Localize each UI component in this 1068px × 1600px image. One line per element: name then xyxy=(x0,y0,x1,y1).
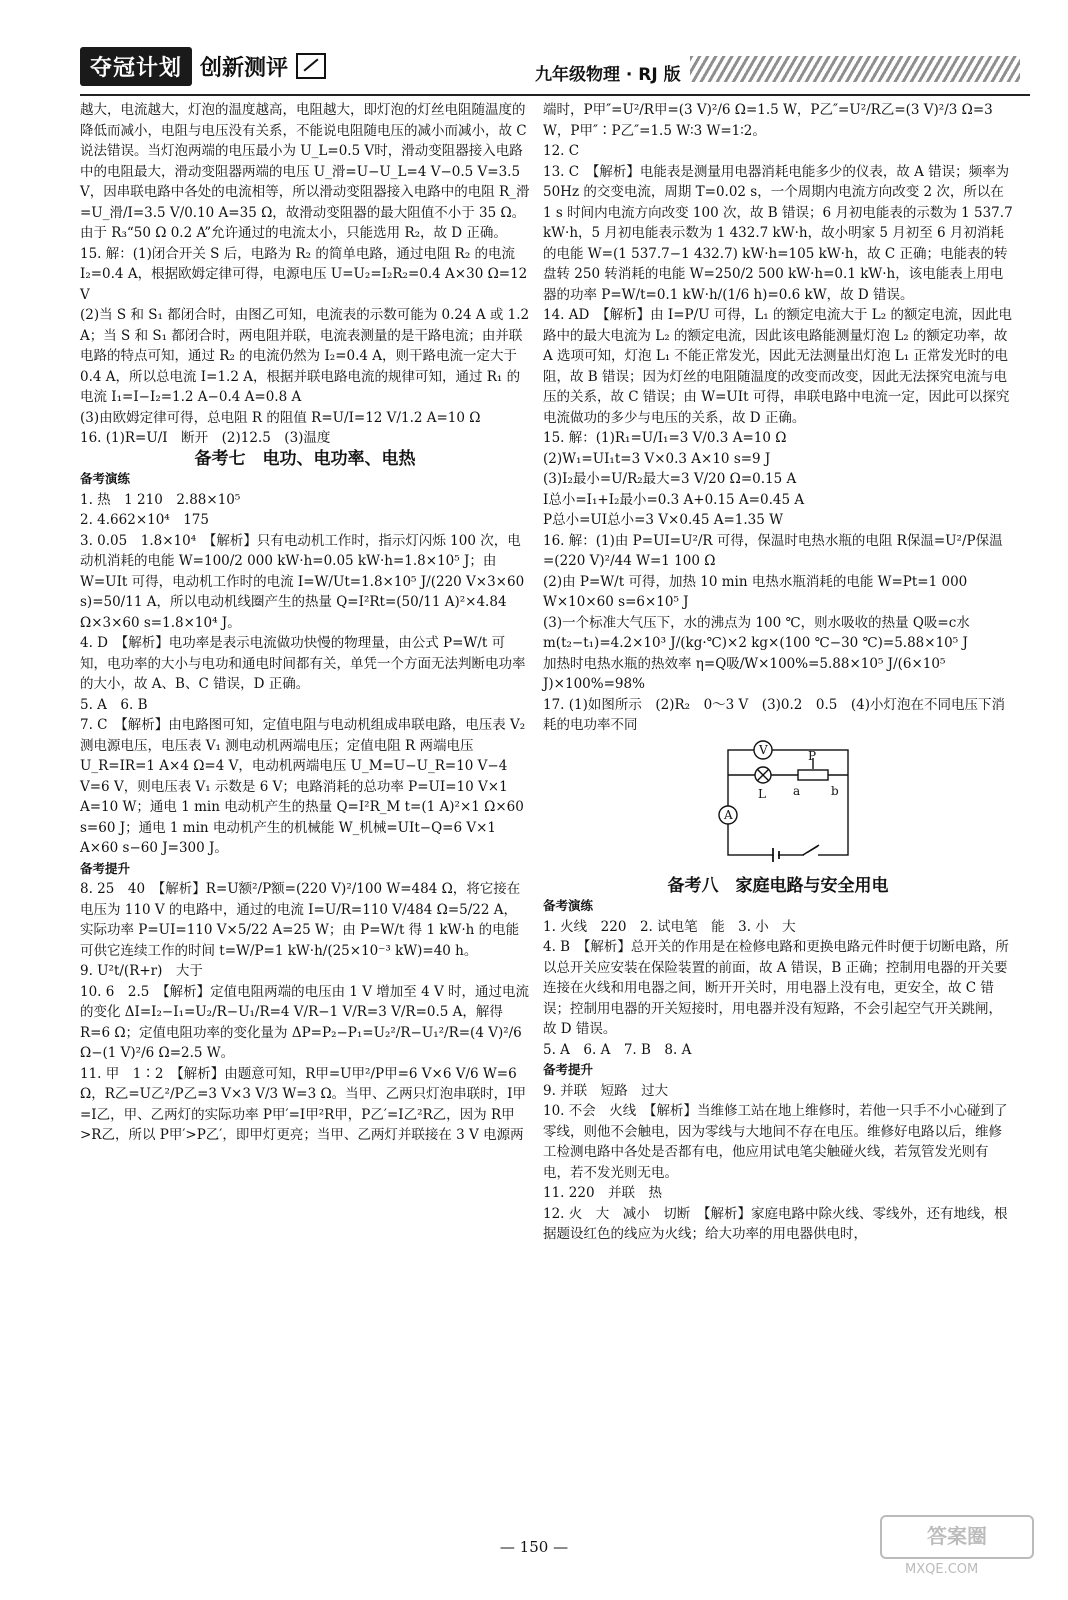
answer-paragraph: I总小=I₁+I₂最小=0.3 A+0.15 A=0.45 A xyxy=(543,491,805,508)
answer-paragraph: 12. C xyxy=(543,143,580,159)
answer-paragraph: 1. 热 1 210 2.88×10⁵ xyxy=(80,491,241,508)
watermark-logo: 答案圈 xyxy=(880,1515,1034,1559)
answer-paragraph: P总小=UI总小=3 V×0.45 A=1.35 W xyxy=(543,512,783,528)
subsection-label: 备考提升 xyxy=(543,1062,594,1077)
left-column xyxy=(80,100,530,1146)
label-b-end: b xyxy=(831,783,839,798)
header-rule xyxy=(80,94,1030,96)
subsection-label: 备考提升 xyxy=(80,860,131,876)
answer-paragraph: 10. 6 2.5 【解析】定值电阻两端的电压由 1 V 增加至 4 V 时，通过电流的变化 ΔI=I₂−I₁=U₂/R−U₁/R=4 V/R−1 V/R=3 V/R=0.5 A，解得 R=6 Ω；定值电阻功率的变化量为 ΔP=P₂−P₁=U₂²/R−U₁²/R=(4 V)²/6 Ω−(1 V)²/6 Ω=2.5 W。 xyxy=(80,983,529,1061)
subsection-label: 备考演练 xyxy=(80,471,131,486)
label-v: V xyxy=(759,742,768,757)
label-p: P xyxy=(808,748,817,763)
answer-paragraph: 14. AD 【解析】由 I=P/U 可得，L₁ 的额定电流大于 L₂ 的额定电流，因此电路中的最大电流为 L₂ 的额定电流，因此该电路能测量灯泡 L₂ 的额定功率，故 A 选项可知，灯泡 L₁ 不能正常发光，因此无法测量出灯泡 L₁ 正常发光时的电阻，故 B 错误；因为灯丝的电阻随温度的改变而改变，因此无法探究电流与电压的关系，故 C 错误；由 W=UIt 可得，串联电路中电流一定，因此可以探究电流做功的多少与电压的关系，故 D 正确。 xyxy=(543,307,1012,426)
subject-title: 九年级物理 · RJ 版 xyxy=(535,65,681,85)
answer-paragraph: 越大，电流越大，灯泡的温度越高，电阻越大，即灯泡的灯丝电阻随温度的降低而减小，电阻与电压没有关系，不能说电阻随电压的减小而减小，故 C 说法错误。当灯泡两端的电压最小为 U_L=0.5 V时，滑动变阻器接入电路中的电阻最大，滑动变阻器两端的电压 U_滑=U−U_L=4 V−0.5 V=3.5 V，因串联电路中各处的电流相等，所以滑动变阻器接入电路中的电阻 R_滑=U_滑/I=3.5 V/0.10 A=35 Ω，故滑动变阻器的最大阻值不小于 35 Ω。由于 R₃“50 Ω 0.2 A”允许通过的电流太小，只能选用 R₂，故 D 正确。 xyxy=(80,102,530,241)
label-ammeter: A xyxy=(724,807,733,822)
circuit-diagram xyxy=(713,740,863,870)
answer-paragraph: 11. 220 并联 热 xyxy=(543,1185,663,1201)
answer-paragraph: (3)一个标准大气压下，水的沸点为 100 ℃，则水吸收的热量 Q吸=c水 m(t₂−t₁)=4.2×10³ J/(kg·℃)×2 kg×(100 ℃−30 ℃)=5.88×10⁵ J xyxy=(543,614,970,651)
answer-paragraph: 9. U²t/(R+r) 大于 xyxy=(80,963,203,979)
answer-paragraph: (2)由 P=W/t 可得，加热 10 min 电热水瓶消耗的电能 W=Pt=1 000 W×10×60 s=6×10⁵ J xyxy=(543,573,968,610)
answer-paragraph: 16. 解：(1)由 P=UI=U²/R 可得，保温时电热水瓶的电阻 R保温=U²/P保温=(220 V)²/44 W=1 100 Ω xyxy=(543,532,1003,569)
header-decoration xyxy=(690,56,1020,82)
answer-paragraph: 5. A 6. A 7. B 8. A xyxy=(543,1041,692,1058)
answer-paragraph: (2)W₁=UI₁t=3 V×0.3 A×10 s=9 J xyxy=(543,450,771,467)
answer-paragraph: 16. (1)R=U/I 断开 (2)12.5 (3)温度 xyxy=(80,430,331,446)
rheostat-icon xyxy=(798,770,828,780)
watermark-url: MXQE.COM xyxy=(905,1562,979,1577)
answer-paragraph: 加热时电热水瓶的热效率 η=Q吸/W×100%=5.88×10⁵ J/(6×10⁵ J)×100%=98% xyxy=(543,655,946,692)
logo-subtitle: 创新测评 xyxy=(200,55,289,81)
answer-paragraph: 12. 火 大 减小 切断 【解析】家庭电路中除火线、零线外，还有地线，根据题设红色的线应为火线；给大功率的用电器供电时， xyxy=(543,1205,1008,1242)
logo-text: 夺冠计划 xyxy=(80,47,192,86)
answer-paragraph: 4. B 【解析】总开关的作用是在检修电路和更换电路元件时便于切断电路，所以总开关应安装在保险装置的前面，故 A 错误，B 正确；控制用电器的开关要连接在火线和用电器之间，断开开关时，用电器上没有电，更安全，故 C 错误；控制用电器的开关短接时，用电器并没有短路，不会引起空气开关跳闸，故 D 错误。 xyxy=(543,939,1009,1037)
answer-paragraph: 17. (1)如图所示 (2)R₂ 0～3 V (3)0.2 0.5 (4)小灯泡在不同电压下消耗的电功率不同 xyxy=(543,696,1005,733)
answer-paragraph: 3. 0.05 1.8×10⁴ 【解析】只有电动机工作时，指示灯闪烁 100 次，电动机消耗的电能 W=100/2 000 kW·h=0.05 kW·h=1.8×10⁵ J；由 W=UIt 可得，电动机工作时的电流 I=W/Ut=1.8×10⁵ J/(220 V×3×60 s)=50/11 A，所以电动机线圈产生的热量 Q=I²Rt=(50/11 A)²×4.84 Ω×3×60 s=1.8×10⁴ J。 xyxy=(80,532,525,631)
answer-paragraph: 15. 解：(1)R₁=U/I₁=3 V/0.3 A=10 Ω xyxy=(543,430,787,446)
answer-paragraph: (3)由欧姆定律可得，总电阻 R 的阻值 R=U/I=12 V/1.2 A=10 Ω xyxy=(80,409,481,426)
answer-paragraph: 端时，P甲″=U²/R甲=(3 V)²/6 Ω=1.5 W，P乙″=U²/R乙=(3 V)²/3 Ω=3 W，P甲″∶P乙″=1.5 W∶3 W=1∶2。 xyxy=(543,102,993,139)
circuit-wire xyxy=(728,750,848,855)
answer-paragraph: 9. 并联 短路 过大 xyxy=(543,1082,669,1099)
answer-paragraph: (3)I₂最小=U/R₂最大=3 V/20 Ω=0.15 A xyxy=(543,471,797,487)
answer-paragraph: 4. D 【解析】电功率是表示电流做功快慢的物理量，由公式 P=W/t 可知，电功率的大小与电功和通电时间都有关，单凭一个方面无法判断电功率的大小，故 A、B、C 错误，D 正确。 xyxy=(80,635,526,692)
answer-paragraph: 10. 不会 火线 【解析】当维修工站在地上维修时，若他一只手不小心碰到了零线，则他不会触电，因为零线与大地间不存在电压。维修好电路以后，维修工检测电路中各处是否都有电，他应用试电笔尖触碰火线，若氖管发光则有电，若不发光则无电。 xyxy=(543,1103,1008,1181)
brand-logo xyxy=(80,38,326,94)
answer-paragraph: (2)当 S 和 S₁ 都闭合时，由图乙可知，电流表的示数可能为 0.24 A 或 1.2 A；当 S 和 S₁ 都闭合时，两电阻并联，电流表测量的是干路电流；由并联电路的特点可知，通过 R₂ 的电流仍然为 I₂=0.4 A，则干路电流一定大于 0.4 A，所以总电流 I=1.2 A，根据并联电路电流的规律可知，通过 R₁ 的电流 I₁=I−I₂=1.2 A−0.4 A=0.8 A xyxy=(80,307,530,405)
label-l: L xyxy=(758,786,766,801)
answer-paragraph: 15. 解：(1)闭合开关 S 后，电路为 R₂ 的简单电路，通过电阻 R₂ 的电流 I₂=0.4 A，根据欧姆定律可得，电源电压 U=U₂=I₂R₂=0.4 A×30 Ω=12 V xyxy=(80,245,528,303)
section-heading: 备考八 家庭电路与安全用电 xyxy=(667,875,889,896)
answer-paragraph: 11. 甲 1∶2 【解析】由题意可知，R甲=U甲²/P甲=6 V×6 V/6 W=6 Ω，R乙=U乙²/P乙=3 V×3 V/3 W=3 Ω。当甲、乙两只灯泡串联时，I甲=I乙，甲、乙两灯的实际功率 P甲′=I甲²R甲，P乙′=I乙²R乙，因为 R甲>R乙，所以 P甲′>P乙′，即甲灯更亮；当甲、乙两灯并联接在 3 V 电源两 xyxy=(80,1065,526,1143)
page-number: — 150 — xyxy=(499,1538,569,1556)
answer-paragraph: 13. C 【解析】电能表是测量用电器消耗电能多少的仪表，故 A 错误；频率为 50Hz 的交变电流，周期 T=0.02 s，一个周期内电流方向改变 2 次，所以在 1 s 时间内电流方向改变 100 次，故 B 错误；6 月初电能表的示数为 1 537.7 kW·h，5 月初电能表示数为 1 432.7 kW·h，故小明家 5 月初至 6 月初消耗的电能 W=(1 537.7−1 432.7) kW·h=105 kW·h，故 C 正确；电能表的转盘转 250 转消耗的电能 W=250/2 500 kW·h=0.1 kW·h，该电能表上用电器的功率 P=W/t=0.1 kW·h/(1/6 h)=0.6 kW，故 D 错误。 xyxy=(543,163,1013,303)
logo-mark-icon xyxy=(296,53,326,79)
section-heading: 备考七 电功、电功率、电热 xyxy=(194,448,416,469)
answer-paragraph: 7. C 【解析】由电路图可知，定值电阻与电动机组成串联电路，电压表 V₂ 测电源电压，电压表 V₁ 测电动机两端电压；定值电阻 R 两端电压 U_R=IR=1 A×4 Ω=4 V，电动机两端电压 U_M=U−U_R=10 V−4 V=6 V，则电压表 V₁ 示数是 6 V；电路消耗的总功率 P=UI=10 V×1 A=10 W；通电 1 min 电动机产生的热量 Q=I²R_M t=(1 A)²×1 Ω×60 s=60 J；通电 1 min 电动机产生的机械能 W_机械=UIt−Q=6 V×1 A×60 s−60 J=300 J。 xyxy=(80,717,526,856)
label-a-end: a xyxy=(793,783,801,798)
page-header xyxy=(80,38,1030,98)
right-column xyxy=(543,100,1013,1245)
subsection-label: 备考演练 xyxy=(543,898,594,913)
answer-paragraph: 2. 4.662×10⁴ 175 xyxy=(80,512,209,528)
answer-paragraph: 5. A 6. B xyxy=(80,696,148,713)
answer-paragraph: 8. 25 40 【解析】R=U额²/P额=(220 V)²/100 W=484 Ω，将它接在电压为 110 V 的电路中，通过的电流 I=U/R=110 V/484 Ω=5/22 A，实际功率 P=UI=110 V×5/22 A=25 W；由 P=W/t 得 1 kW·h 的电能可供它连续工作的时间 t=W/P=1 kW·h/(25×10⁻³ kW)=40 h。 xyxy=(80,881,521,959)
answer-paragraph: 1. 火线 220 2. 试电笔 能 3. 小 大 xyxy=(543,918,796,935)
